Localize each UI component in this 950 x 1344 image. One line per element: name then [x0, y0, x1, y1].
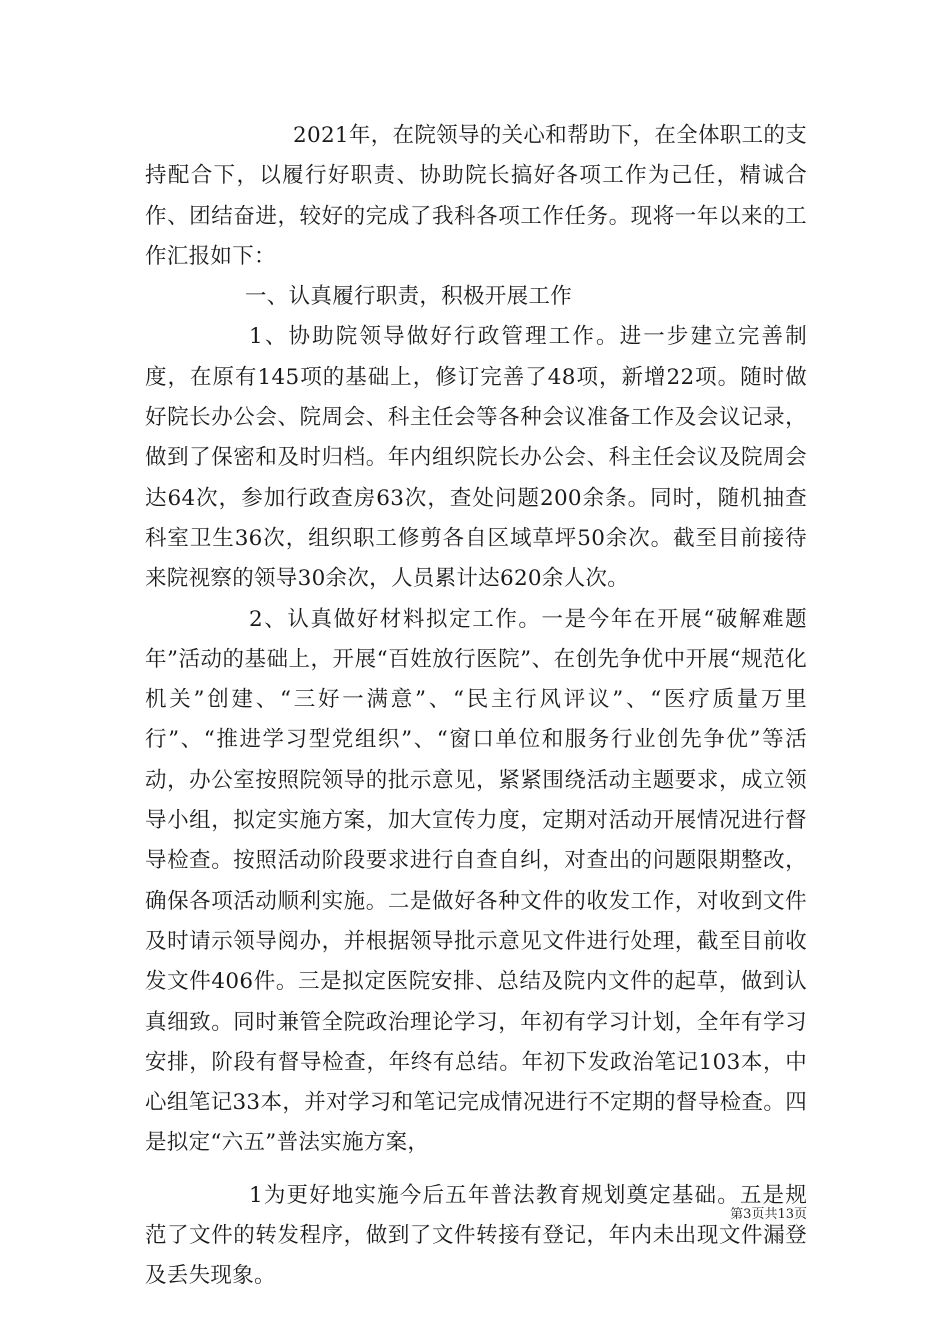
- section-heading: 一、认真履行职责，积极开展工作: [245, 284, 573, 310]
- document-body: [145, 116, 807, 1297]
- page-number: 第3页共13页: [730, 1207, 807, 1222]
- intro-paragraph: 2021年，在院领导的关心和帮助下，在全体职工的支持配合下，以履行好职责、协助院长搞好各项工作为己任，精诚合作、团结奋进，较好的完成了我科各项工作任务。现将一年以来的工作汇报如下：: [145, 123, 807, 269]
- item-1-paragraph: 1、协助院领导做好行政管理工作。进一步建立完善制度，在原有145项的基础上，修订完善了48项，新增22项。随时做好院长办公会、院周会、科主任会等各种会议准备工作及会议记录，做到了保密和及时归档。年内组织院长办公会、科主任会议及院周会达64次，参加行政查房63次，查处问题200余条。同时，随机抽查科室卫生36次，组织职工修剪各自区域草坪50余次。截至目前接待来院视察的领导30余次，人员累计达620余人次。: [145, 324, 807, 592]
- paragraph-gap: [145, 1164, 807, 1176]
- continuation-paragraph: 1为更好地实施今后五年普法教育规划奠定基础。五是规范了文件的转发程序，做到了文件转接有登记，年内未出现文件漏登及丢失现象。: [145, 1182, 807, 1289]
- item-2-paragraph: 2、认真做好材料拟定工作。一是今年在开展“破解难题年”活动的基础上，开展“百姓放行医院”、在创先争优中开展“规范化机关”创建、“三好一满意”、“民主行风评议”、“医疗质量万里行”、“推进学习型党组织”、“窗口单位和服务行业创先争优”等活动，办公室按照院领导的批示意见，紧紧围绕活动主题要求，成立领导小组，拟定实施方案，加大宣传力度，定期对活动开展情况进行督导检查。按照活动阶段要求进行自查自纠，对查出的问题限期整改，确保各项活动顺利实施。二是做好各种文件的收发工作，对收到文件及时请示领导阅办，并根据领导批示意见文件进行处理，截至目前收发文件406件。三是拟定医院安排、总结及院内文件的起草，做到认真细致。同时兼管全院政治理论学习，年初有学习计划，全年有学习安排，阶段有督导检查，年终有总结。年初下发政治笔记103本，中心组笔记33本，并对学习和笔记完成情况进行不定期的督导检查。四是拟定“六五”普法实施方案，: [145, 606, 807, 1156]
